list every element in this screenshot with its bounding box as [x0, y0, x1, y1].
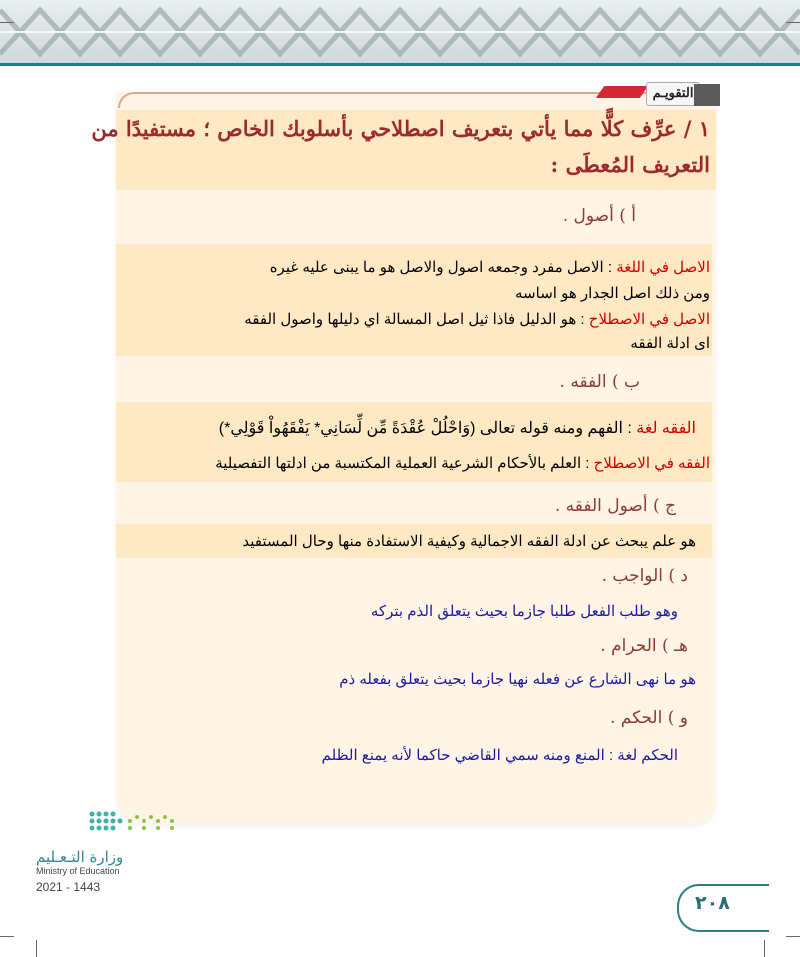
- item-a-lang-text: : الاصل مفرد وجمعه اصول والاصل هو ما يبنى عليه غيره: [269, 259, 617, 276]
- question-line-2: التعريف المُعطَى :: [550, 152, 710, 177]
- crop-mark: [36, 940, 37, 957]
- item-f-label: و ) الحكم .: [609, 708, 688, 728]
- section-badge: التقويـم: [646, 82, 700, 106]
- header-teal-rule: [0, 63, 800, 66]
- crop-mark: [764, 940, 765, 957]
- item-a-lang-term: الاصل في اللغة: [616, 259, 710, 276]
- item-a-lang-line: [270, 258, 710, 276]
- question-line-1: ١ / عرِّف كلًّا مما يأتي بتعريف اصطلاحي بأسلوبك الخاص ؛ مستفيدًا من: [91, 116, 710, 141]
- item-a-lang-line-2: ومن ذلك اصل الجدار هو اساسه: [515, 285, 710, 302]
- header-pattern-banner: [0, 0, 800, 66]
- item-b-lang-text: : الفهم ومنه قوله تعالى (وَاحْلُلْ عُقْدَةً مِّن لِّسَانِي* يَفْقَهُواْ قَوْلِي*): [218, 420, 637, 437]
- item-b-lang-line: [219, 418, 696, 438]
- item-a-term-line: [244, 310, 710, 328]
- badge-ribbon: [596, 86, 648, 98]
- item-b-term-term: الفقه في الاصطلاح: [593, 455, 710, 472]
- edition-year: 2021 - 1443: [36, 880, 101, 894]
- item-e-label: هـ ) الحرام .: [600, 636, 688, 656]
- crop-mark: [786, 936, 800, 937]
- item-d-answer: وهو طلب الفعل طلبا جازما بحيث يتعلق الذم بتركه: [370, 603, 678, 620]
- item-a-term-term: الاصل في الاصطلاح: [588, 311, 710, 328]
- item-a-label: أ ) أصول .: [562, 206, 636, 226]
- badge-tab: [694, 84, 720, 106]
- item-e-answer: هو ما نهى الشارع عن فعله نهيا جازما بحيث يتعلق بفعله ذم: [339, 671, 696, 688]
- item-c-answer: هو علم يبحث عن ادلة الفقه الاجمالية وكيفية الاستفادة منها وحال المستفيد: [242, 533, 696, 550]
- ministry-name-arabic: وزارة التـعـليم: [36, 848, 124, 866]
- item-f-answer: الحكم لغة : المنع ومنه سمي القاضي حاكما لأنه يمنع الظلم: [321, 747, 678, 764]
- item-a-term-line-2: اى ادلة الفقه: [630, 335, 710, 352]
- item-b-lang-term: الفقه لغة: [636, 420, 696, 437]
- ministry-name-english: Ministry of Education: [36, 866, 120, 876]
- item-b-term-text: : العلم بالأحكام الشرعية العملية المكتسبة من ادلتها التفصيلية: [215, 455, 594, 472]
- ministry-logo-dots: [86, 808, 182, 844]
- crop-mark: [0, 22, 14, 23]
- crop-mark: [0, 936, 14, 937]
- item-b-label: ب ) الفقه .: [559, 372, 640, 392]
- item-d-label: د ) الواجب .: [601, 566, 688, 586]
- item-a-term-text: : هو الدليل فاذا ثيل اصل المسالة اي دليلها واصول الفقه: [244, 311, 589, 328]
- item-b-term-line: [215, 454, 710, 472]
- crop-mark: [786, 22, 800, 23]
- page-number: ٢٠٨: [695, 892, 730, 914]
- item-c-label: ج ) أصول الفقه .: [554, 496, 676, 516]
